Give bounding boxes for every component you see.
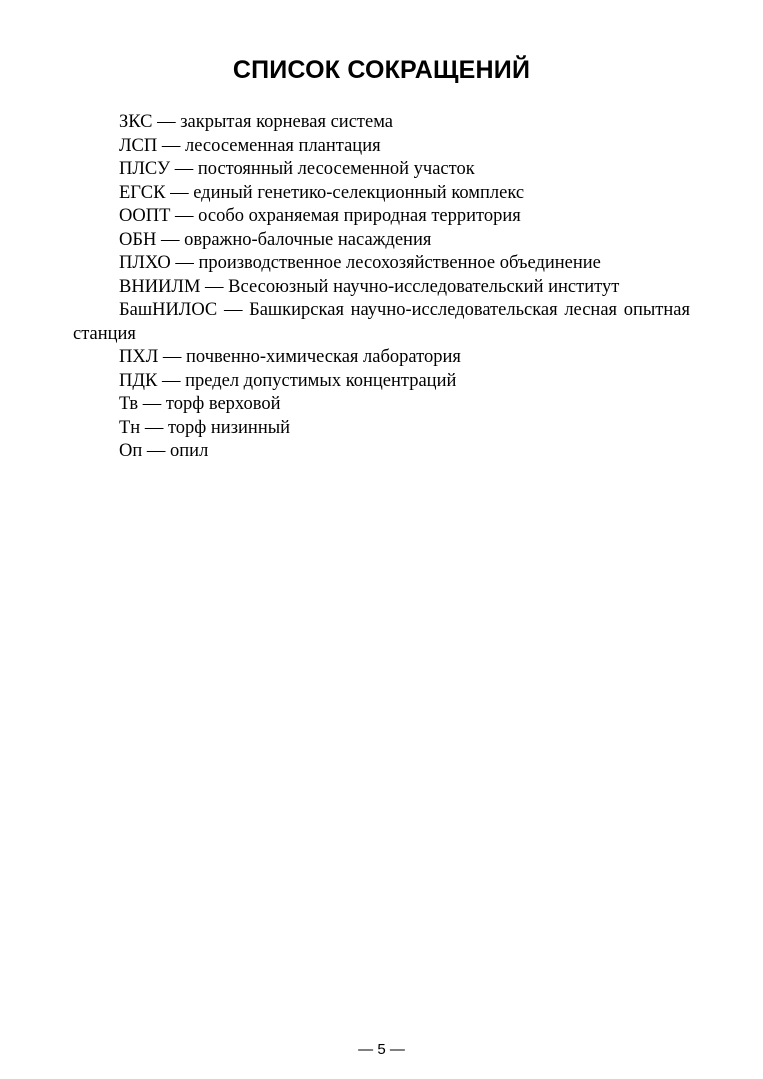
definition: овражно-балочные насаждения (184, 229, 432, 250)
definition: лесосеменная плантация (185, 135, 381, 156)
list-item: ЕГСК — единый генетико-селекционный комплекс (119, 182, 525, 203)
definition: единый генетико-селекционный комплекс (193, 182, 525, 203)
definition: постоянный лесосеменной участок (197, 159, 475, 179)
definition: Всесоюзный научно-исследовательский институт (228, 276, 620, 297)
list-item: ООПТ — особо охраняемая природная территория (119, 206, 521, 226)
list-item: Тв — торф верховой (119, 394, 281, 414)
definition: производственное лесохозяйственное объединение (198, 253, 601, 273)
list-item: ЛСП — лесосеменная плантация (119, 135, 381, 156)
definition: предел допустимых концентраций (185, 370, 457, 391)
list-item: БашНИЛОС — Башкирская научно-исследовательская лесная опытная станция (73, 300, 690, 344)
abbreviation: ПДК (119, 370, 158, 391)
abbreviation: ЛСП (119, 135, 158, 156)
abbreviation: Тн (119, 417, 141, 438)
abbreviation: БашНИЛОС (119, 300, 218, 320)
abbreviation: ОБН (119, 229, 157, 250)
list-item: ОБН — овражно-балочные насаждения (119, 229, 432, 250)
abbreviation: Тв (119, 394, 139, 414)
list-item: ЗКС — закрытая корневая система (119, 112, 393, 132)
list-item: ВНИИЛМ — Всесоюзный научно-исследовательский институт (119, 276, 620, 297)
abbreviation: ВНИИЛМ (119, 276, 201, 297)
definition: почвенно-химическая лаборатория (186, 347, 461, 367)
list-item: ПЛХО — производственное лесохозяйственное объединение (119, 253, 601, 273)
abbreviation: ПЛСУ (119, 159, 171, 179)
page-number: — 5 — (358, 1041, 405, 1058)
definition: торф верховой (165, 394, 281, 414)
abbreviation: ЗКС (119, 112, 153, 132)
page-title: СПИСОК СОКРАЩЕНИЙ (232, 56, 531, 84)
list-item: ПЛСУ — постоянный лесосеменной участок (119, 159, 475, 179)
definition: опил (170, 441, 209, 461)
definition: торф низинный (167, 417, 291, 438)
list-item: Тн — торф низинный (119, 417, 291, 438)
abbreviation: ЕГСК (119, 182, 166, 203)
abbreviation-list (73, 111, 690, 464)
abbreviation: ПЛХО (119, 253, 171, 273)
abbreviation: ООПТ (119, 206, 171, 226)
list-item: ПДК — предел допустимых концентраций (119, 370, 457, 391)
abbreviation: ПХЛ (119, 347, 159, 367)
abbreviation: Оп (119, 441, 143, 461)
definition: Башкирская научно-исследовательская лесная опытная станция (73, 300, 690, 344)
list-item: ПХЛ — почвенно-химическая лаборатория (119, 347, 461, 367)
definition: особо охраняемая природная территория (198, 206, 521, 226)
list-item: Оп — опил (119, 441, 209, 461)
definition: закрытая корневая система (180, 112, 393, 132)
